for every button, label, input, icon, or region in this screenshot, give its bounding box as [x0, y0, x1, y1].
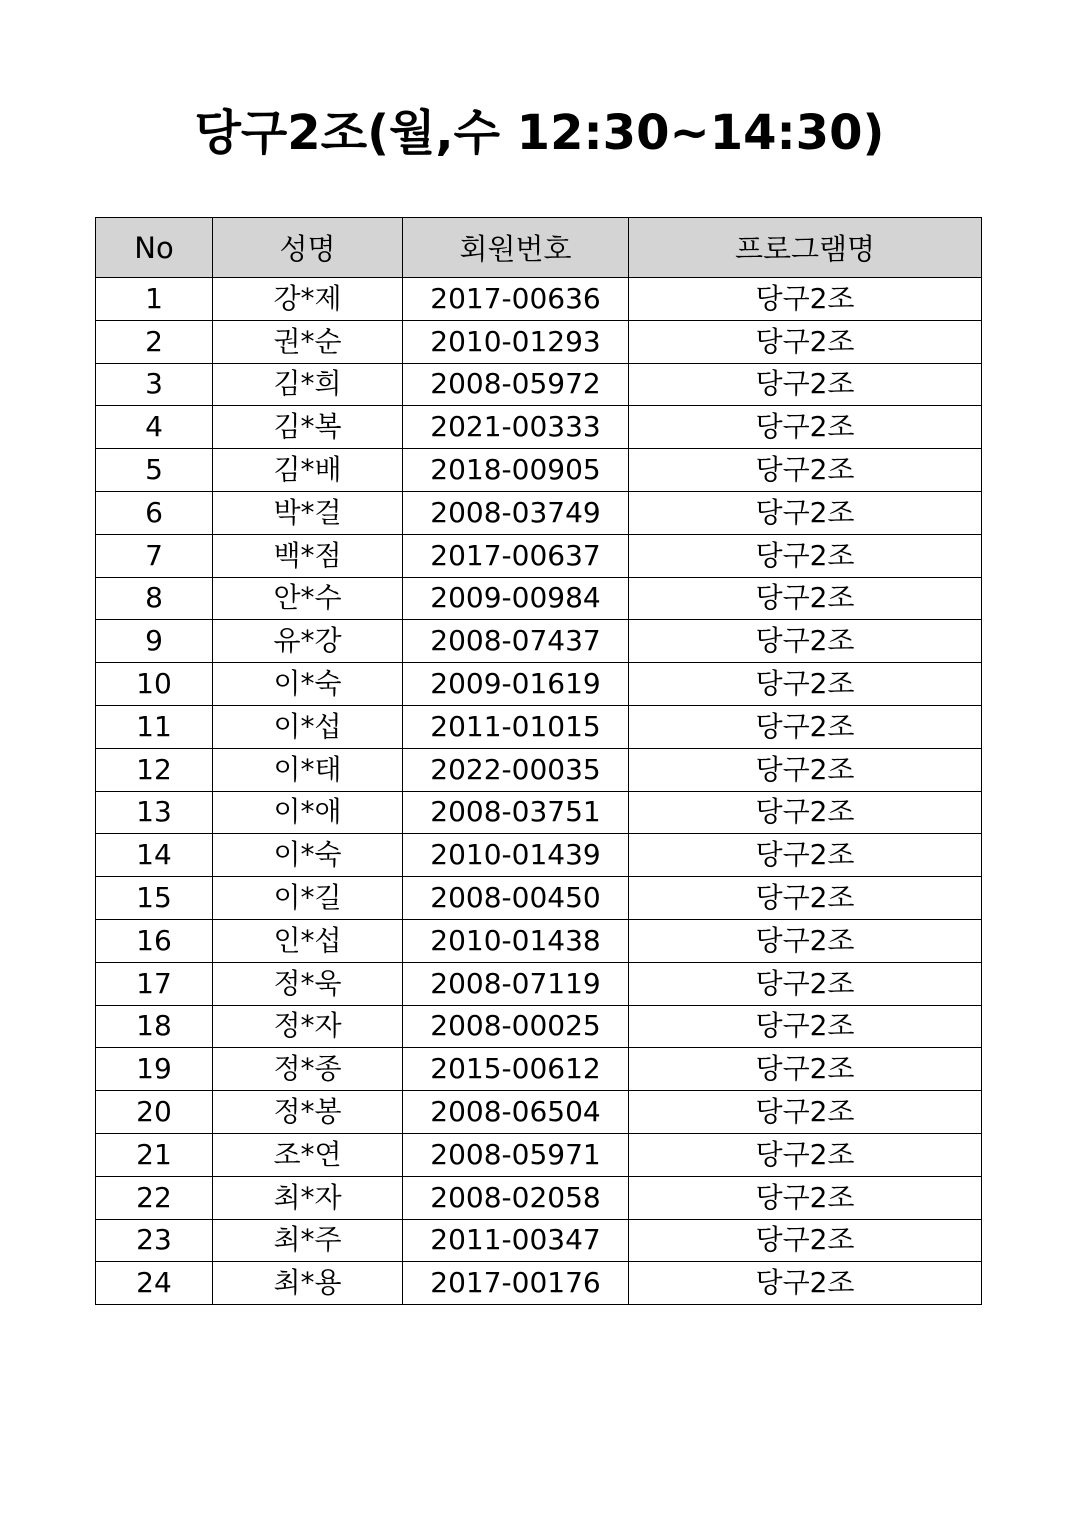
- header-no: No: [96, 218, 213, 278]
- page-title: 당구2조(월,수 12:30~14:30): [194, 105, 885, 161]
- cell-no: 14: [96, 834, 213, 877]
- cell-name: 김*복: [213, 406, 403, 449]
- cell-no: 6: [96, 491, 213, 534]
- cell-member-id: 2008-07437: [403, 620, 629, 663]
- cell-name: 정*종: [213, 1048, 403, 1091]
- cell-program: 당구2조: [629, 962, 982, 1005]
- cell-member-id: 2008-00025: [403, 1005, 629, 1048]
- cell-program: 당구2조: [629, 705, 982, 748]
- cell-name: 정*욱: [213, 962, 403, 1005]
- cell-member-id: 2008-05971: [403, 1133, 629, 1176]
- cell-member-id: 2017-00636: [403, 278, 629, 321]
- cell-member-id: 2008-03751: [403, 791, 629, 834]
- table-header-row: [96, 218, 982, 278]
- table-row: [96, 1219, 982, 1262]
- cell-member-id: 2018-00905: [403, 449, 629, 492]
- table-row: [96, 877, 982, 920]
- cell-member-id: 2010-01293: [403, 320, 629, 363]
- cell-member-id: 2022-00035: [403, 748, 629, 791]
- cell-name: 이*애: [213, 791, 403, 834]
- table-row: [96, 406, 982, 449]
- cell-no: 13: [96, 791, 213, 834]
- table-row: [96, 1005, 982, 1048]
- cell-name: 김*배: [213, 449, 403, 492]
- table-row: [96, 577, 982, 620]
- cell-no: 11: [96, 705, 213, 748]
- header-member-id: 회원번호: [403, 218, 629, 278]
- cell-name: 정*자: [213, 1005, 403, 1048]
- cell-no: 15: [96, 877, 213, 920]
- cell-name: 최*용: [213, 1262, 403, 1305]
- cell-member-id: 2008-07119: [403, 962, 629, 1005]
- cell-no: 9: [96, 620, 213, 663]
- cell-name: 백*점: [213, 534, 403, 577]
- cell-member-id: 2015-00612: [403, 1048, 629, 1091]
- cell-name: 이*길: [213, 877, 403, 920]
- cell-name: 안*수: [213, 577, 403, 620]
- cell-name: 정*봉: [213, 1091, 403, 1134]
- cell-name: 박*걸: [213, 491, 403, 534]
- cell-member-id: 2011-01015: [403, 705, 629, 748]
- cell-program: 당구2조: [629, 748, 982, 791]
- cell-program: 당구2조: [629, 534, 982, 577]
- cell-name: 이*태: [213, 748, 403, 791]
- cell-no: 1: [96, 278, 213, 321]
- table-row: [96, 363, 982, 406]
- table-row: [96, 663, 982, 706]
- cell-program: 당구2조: [629, 1048, 982, 1091]
- header-name: 성명: [213, 218, 403, 278]
- table-row: [96, 919, 982, 962]
- cell-no: 8: [96, 577, 213, 620]
- cell-program: 당구2조: [629, 620, 982, 663]
- cell-program: 당구2조: [629, 406, 982, 449]
- cell-member-id: 2008-05972: [403, 363, 629, 406]
- cell-program: 당구2조: [629, 1262, 982, 1305]
- cell-no: 12: [96, 748, 213, 791]
- cell-name: 이*섭: [213, 705, 403, 748]
- cell-program: 당구2조: [629, 919, 982, 962]
- cell-no: 19: [96, 1048, 213, 1091]
- cell-no: 18: [96, 1005, 213, 1048]
- table-row: [96, 791, 982, 834]
- table-row: [96, 834, 982, 877]
- cell-no: 20: [96, 1091, 213, 1134]
- cell-name: 이*숙: [213, 663, 403, 706]
- cell-program: 당구2조: [629, 1005, 982, 1048]
- cell-program: 당구2조: [629, 877, 982, 920]
- cell-program: 당구2조: [629, 363, 982, 406]
- cell-program: 당구2조: [629, 1219, 982, 1262]
- table-row: [96, 1048, 982, 1091]
- cell-name: 조*연: [213, 1133, 403, 1176]
- cell-name: 이*숙: [213, 834, 403, 877]
- table-row: [96, 1091, 982, 1134]
- cell-program: 당구2조: [629, 1176, 982, 1219]
- cell-member-id: 2009-00984: [403, 577, 629, 620]
- cell-member-id: 2010-01439: [403, 834, 629, 877]
- cell-name: 최*주: [213, 1219, 403, 1262]
- cell-no: 4: [96, 406, 213, 449]
- cell-program: 당구2조: [629, 1133, 982, 1176]
- cell-name: 최*자: [213, 1176, 403, 1219]
- cell-program: 당구2조: [629, 791, 982, 834]
- cell-name: 유*강: [213, 620, 403, 663]
- cell-program: 당구2조: [629, 320, 982, 363]
- cell-no: 21: [96, 1133, 213, 1176]
- table-row: [96, 1262, 982, 1305]
- cell-name: 김*희: [213, 363, 403, 406]
- header-program: 프로그램명: [629, 218, 982, 278]
- table-row: [96, 278, 982, 321]
- cell-program: 당구2조: [629, 278, 982, 321]
- cell-member-id: 2021-00333: [403, 406, 629, 449]
- table-row: [96, 320, 982, 363]
- cell-no: 5: [96, 449, 213, 492]
- cell-member-id: 2009-01619: [403, 663, 629, 706]
- cell-name: 인*섭: [213, 919, 403, 962]
- cell-no: 16: [96, 919, 213, 962]
- table-row: [96, 1176, 982, 1219]
- table-row: [96, 620, 982, 663]
- table-row: [96, 705, 982, 748]
- cell-member-id: 2008-00450: [403, 877, 629, 920]
- member-roster-table: [95, 217, 982, 1305]
- table-row: [96, 534, 982, 577]
- table-row: [96, 1133, 982, 1176]
- cell-no: 17: [96, 962, 213, 1005]
- cell-no: 7: [96, 534, 213, 577]
- table-row: [96, 449, 982, 492]
- cell-member-id: 2008-02058: [403, 1176, 629, 1219]
- cell-program: 당구2조: [629, 834, 982, 877]
- cell-program: 당구2조: [629, 577, 982, 620]
- table-row: [96, 962, 982, 1005]
- table-row: [96, 748, 982, 791]
- cell-member-id: 2011-00347: [403, 1219, 629, 1262]
- cell-no: 10: [96, 663, 213, 706]
- cell-name: 강*제: [213, 278, 403, 321]
- cell-member-id: 2008-06504: [403, 1091, 629, 1134]
- cell-program: 당구2조: [629, 491, 982, 534]
- cell-no: 3: [96, 363, 213, 406]
- cell-member-id: 2017-00176: [403, 1262, 629, 1305]
- cell-program: 당구2조: [629, 449, 982, 492]
- table-row: [96, 491, 982, 534]
- cell-member-id: 2008-03749: [403, 491, 629, 534]
- cell-no: 23: [96, 1219, 213, 1262]
- table-body: [96, 278, 982, 1305]
- cell-no: 2: [96, 320, 213, 363]
- cell-program: 당구2조: [629, 663, 982, 706]
- cell-no: 24: [96, 1262, 213, 1305]
- cell-program: 당구2조: [629, 1091, 982, 1134]
- cell-member-id: 2017-00637: [403, 534, 629, 577]
- cell-name: 권*순: [213, 320, 403, 363]
- cell-no: 22: [96, 1176, 213, 1219]
- cell-member-id: 2010-01438: [403, 919, 629, 962]
